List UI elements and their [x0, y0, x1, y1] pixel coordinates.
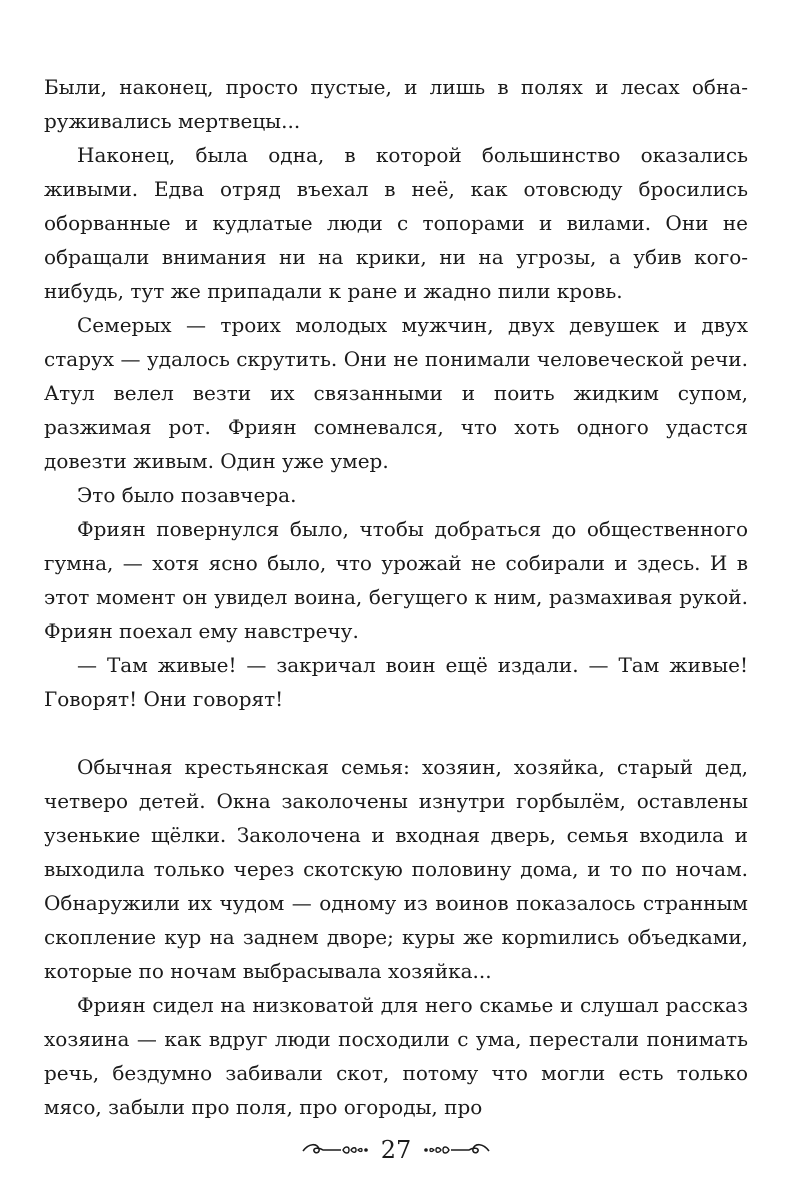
page-number: 27 — [380, 1136, 412, 1164]
paragraph-6: — Там живые! — закричал воин ещё издали. — Там живые! Говорят! Они говорят! — [44, 653, 748, 711]
paragraph-7: Обычная крестьянская семья: хозяин, хозяйка, старый дед, четверо детей. Окна заколочены изнутри горбылём, оставлены узенькие щёлки. Заколочена и входная дверь, семья входила и выходила только через скотскую половину дома, и то по ночам. Обнаружили их чудом — одному из воинов показалось странным скопление кур на заднем дворе; куры же корmились объедками, которые по ночам выбрасывала хозяйка... — [44, 755, 748, 983]
paragraph-4: Это было позавчера. — [77, 483, 297, 507]
paragraph-8: Фриян сидел на низковатой для него скамье и слушал рассказ хозяина — как вдруг люди посходили с ума, перестали понимать речь, бездумно забивали скот, потому что могли есть только мясо, забыли про поля, про огороды, про — [44, 993, 748, 1119]
paragraph-3: Семерых — троих молодых мужчин, двух девушек и двух старух — удалось скрутить. Они не понимали человеческой речи. Атул велел везти их связанными и поить жидким супом, разжимая рот. Фриян сомневался, что хоть одного удастся довезти живым. Один уже умер. — [44, 313, 748, 473]
body-text — [44, 70, 748, 1124]
scroll-flourish-right-icon — [421, 1139, 491, 1161]
paragraph-2: Наконец, была одна, в которой большинство оказались живыми. Едва отряд въехал в неё, как отовсюду бросились оборванные и кудлатые люди с топорами и вилами. Они не обращали внимания ни на крики, ни на угрозы, а убив кого-нибудь, тут же припадали к ране и жадно пили кровь. — [44, 143, 748, 303]
section-break — [44, 716, 748, 750]
scroll-flourish-left-icon — [301, 1139, 371, 1161]
paragraph-1: Были, наконец, просто пустые, и лишь в полях и лесах обнаруживались мертвецы... — [44, 75, 748, 133]
page-footer — [0, 1128, 792, 1172]
paragraph-5: Фриян повернулся было, чтобы добраться до общественного гумна, — хотя ясно было, что урожай не собирали и здесь. И в этот момент он увидел воина, бегущего к ним, размахивая рукой. Фриян поехал ему навстречу. — [44, 517, 748, 643]
